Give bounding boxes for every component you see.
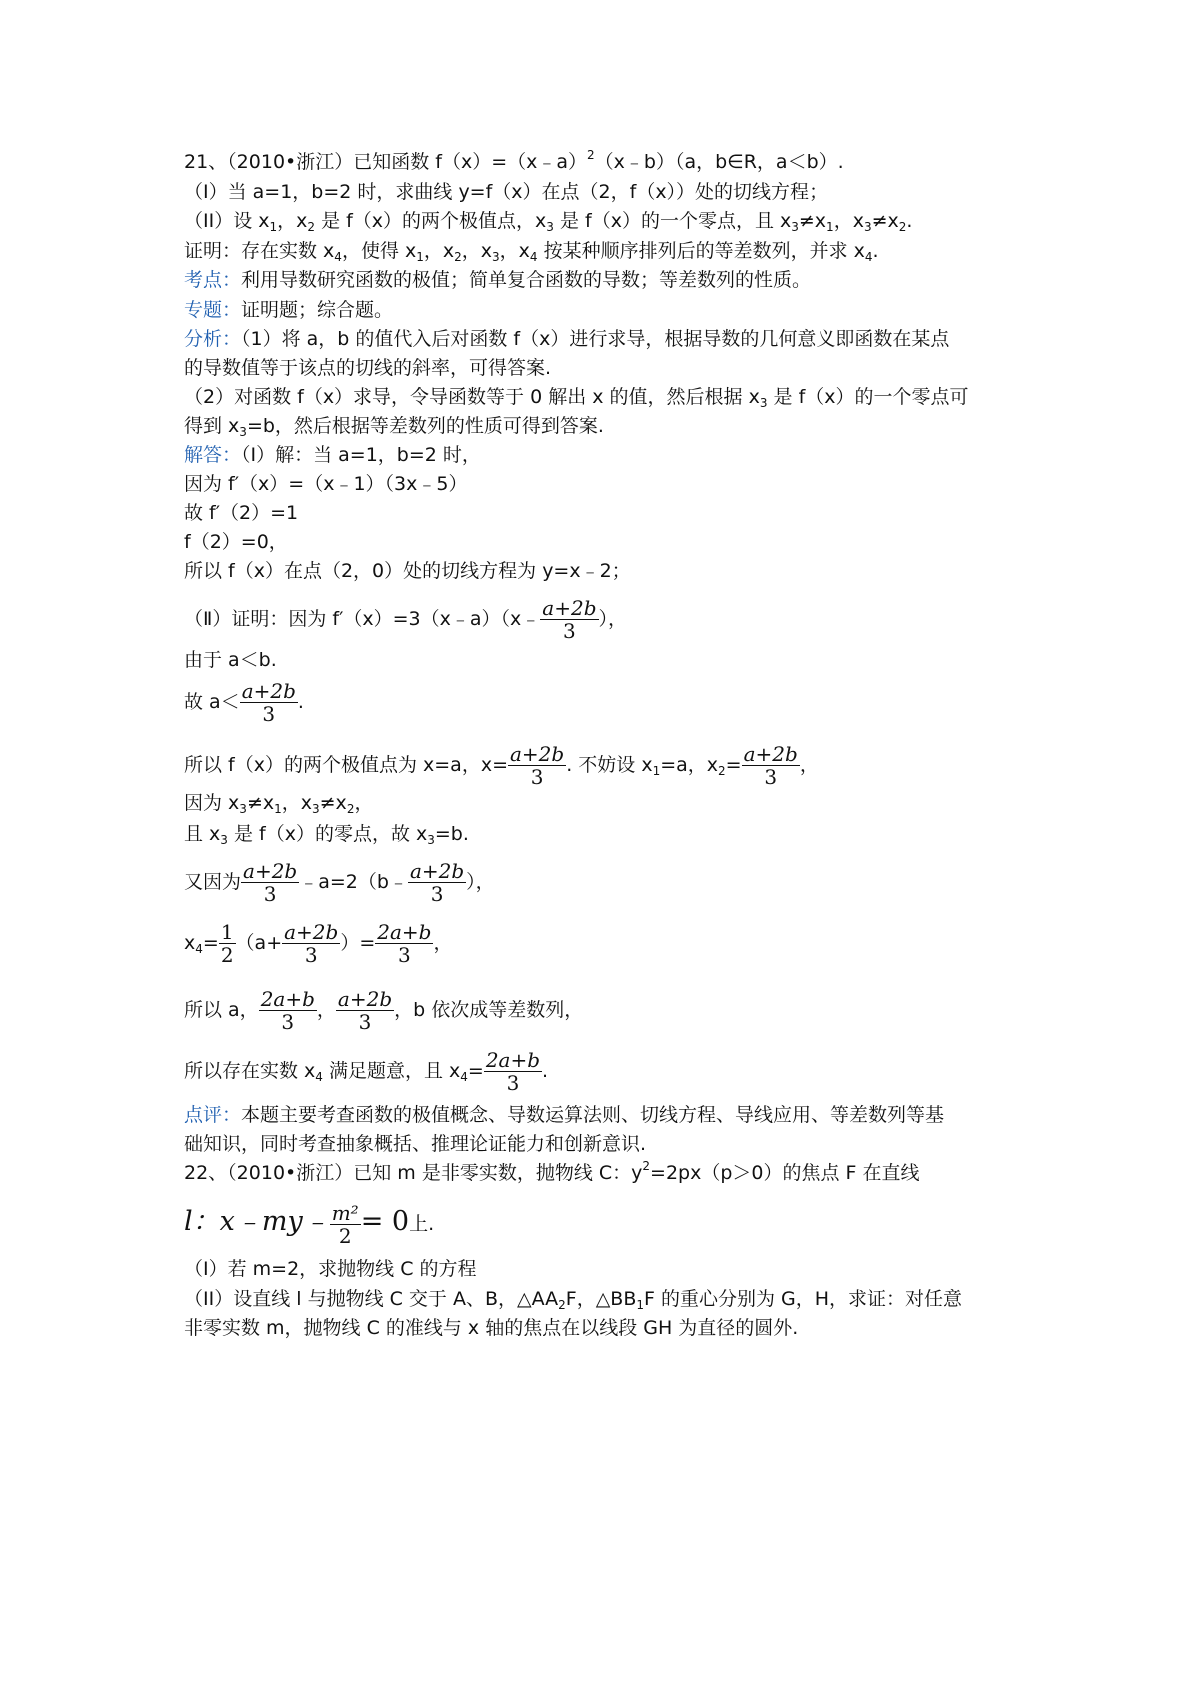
q21-stem: 21、（2010•浙江）已知函数 f（x）=（x﹣a）$^2$（x﹣b）（a，b∈R，a＜b）. xyxy=(184,148,844,173)
jieda-label: 解答： xyxy=(184,444,242,466)
fenxi-3: （2）对函数 f（x）求导，令导函数等于 0 解出 x 的值，然后根据 $x_3$ 是 f（x）的一个零点可 xyxy=(184,386,969,410)
q22-part2: （II）设直线 l 与抛物线 C 交于 A、B，$\triangle AA_2F$，$\triangle BB_1F$ 的重心分别为 G，H，求证：对任意 xyxy=(184,1288,963,1312)
q22-part1: （I）若 m=2，求抛物线 C 的方程 xyxy=(184,1258,477,1280)
fraction: $\frac{a+2b}{3}$ xyxy=(337,987,393,1034)
proof-line: 所以 a， $\frac{2a+b}{3}$ ， $\frac{a+2b}{3}$ ，b 依次成等差数列， xyxy=(184,987,584,1034)
fenxi-label: 分析： xyxy=(184,328,242,350)
fraction: $\frac{1}{2}$ xyxy=(220,920,234,967)
dianping-1: 点评：本题主要考查函数的极值概念、导数运算法则、切线方程、导线应用、等差数列等基 xyxy=(184,1104,945,1126)
fraction: $\frac{a+2b}{3}$ xyxy=(409,859,465,906)
answer-line: f（2）=0， xyxy=(184,531,288,553)
zhuanti: 专题：证明题；综合题。 xyxy=(184,299,394,321)
proof-line: 由于 a＜b. xyxy=(184,649,277,671)
proof-line: 所以 f（x）的两个极值点为 x=a，x= $\frac{a+2b}{3}$ . 不妨设 $x_1=a$，$x_2=$ $\frac{a+2b}{3}$ ， xyxy=(184,742,819,789)
answer-line: 因为 f′（x）=（x﹣1）（3x﹣5） xyxy=(184,473,468,495)
fraction: $\frac{2a+b}{3}$ xyxy=(377,920,432,967)
fraction: $\frac{a+2b}{3}$ xyxy=(243,859,298,906)
kaodian: 考点：利用导数研究函数的极值；简单复合函数的导数；等差数列的性质。 xyxy=(184,269,812,291)
fraction: $\frac{a+2b}{3}$ xyxy=(542,596,597,643)
dianping-2: 础知识，同时考查抽象概括、推理论证能力和创新意识. xyxy=(184,1133,647,1155)
zhuanti-label: 专题： xyxy=(184,299,242,321)
proof-line: 故 a＜ $\frac{a+2b}{3}$ . xyxy=(184,679,304,726)
answer-line: 故 f′（2）=1 xyxy=(184,502,299,524)
q21-part2: （II）设 $x_1$，$x_2$ 是 f（x）的两个极值点，$x_3$ 是 f（x）的一个零点，且 $x_3\ne x_1$，$x_3\ne x_2$. xyxy=(184,210,913,234)
q22-line-equation: l：x﹣my﹣ $\frac{\text{m²}}{2}$ = 0上. xyxy=(184,1201,435,1248)
fraction: $\frac{a+2b}{3}$ xyxy=(743,742,798,789)
proof-line: $x_4=$ $\frac{1}{2}$ （a+ $\frac{a+2b}{3}$ ）= $\frac{2a+b}{3}$ ， xyxy=(184,920,453,967)
q22-part2-cont: 非零实数 m，抛物线 C 的准线与 x 轴的焦点在以线段 GH 为直径的圆外. xyxy=(184,1317,799,1339)
q21-part2-proof: 证明：存在实数 $x_4$，使得 $x_1$，$x_2$，$x_3$，$x_4$ 按某种顺序排列后的等差数列，并求 $x_4$. xyxy=(184,240,879,264)
proof-line: 又因为 $\frac{a+2b}{3}$ ﹣a=2（b﹣ $\frac{a+2b}{3}$ ）， xyxy=(184,859,495,906)
proof-line: 所以存在实数 $x_4$ 满足题意，且 $x_4=$ $\frac{2a+b}{3}$ . xyxy=(184,1048,549,1095)
q21-part1: （I）当 a=1，b=2 时，求曲线 y=f（x）在点（2，f（x））处的切线方程； xyxy=(184,181,829,203)
kaodian-label: 考点： xyxy=(184,269,242,291)
fenxi-2: 的导数值等于该点的切线的斜率，可得答案. xyxy=(184,357,552,379)
q22-stem: 22、（2010•浙江）已知 m 是非零实数，抛物线 C：$y^2=2px(p>0)$的焦点 F 在直线 xyxy=(184,1159,920,1184)
fraction: $\frac{2a+b}{3}$ xyxy=(260,987,315,1034)
fraction: $\frac{2a+b}{3}$ xyxy=(485,1048,541,1095)
dianping-label: 点评： xyxy=(184,1104,242,1126)
proof-line: （Ⅱ）证明：因为 f′（x）=3（x﹣a）（x﹣ $\frac{a+2b}{3}$ ）， xyxy=(184,596,628,643)
fraction: $\frac{a+2b}{3}$ xyxy=(284,920,339,967)
fraction: $\frac{\text{m²}}{2}$ xyxy=(331,1201,359,1248)
proof-line: 且 $x_3$ 是 f（x）的零点，故 $x_3=b$. xyxy=(184,823,469,847)
proof-line: 因为 $x_3\ne x_1$，$x_3\ne x_2$， xyxy=(184,792,374,816)
jieda-1: 解答：（Ⅰ）解：当 a=1，b=2 时， xyxy=(184,444,481,466)
fraction: $\frac{a+2b}{3}$ xyxy=(241,679,296,726)
fenxi-4: 得到 $x_3=b$，然后根据等差数列的性质可得到答案. xyxy=(184,415,604,439)
fenxi-1: 分析：（1）将 a，b 的值代入后对函数 f（x）进行求导，根据导数的几何意义即函数在某点 xyxy=(184,328,950,350)
fraction: $\frac{a+2b}{3}$ xyxy=(509,742,565,789)
answer-line: 所以 f（x）在点（2，0）处的切线方程为 y=x﹣2； xyxy=(184,560,631,582)
